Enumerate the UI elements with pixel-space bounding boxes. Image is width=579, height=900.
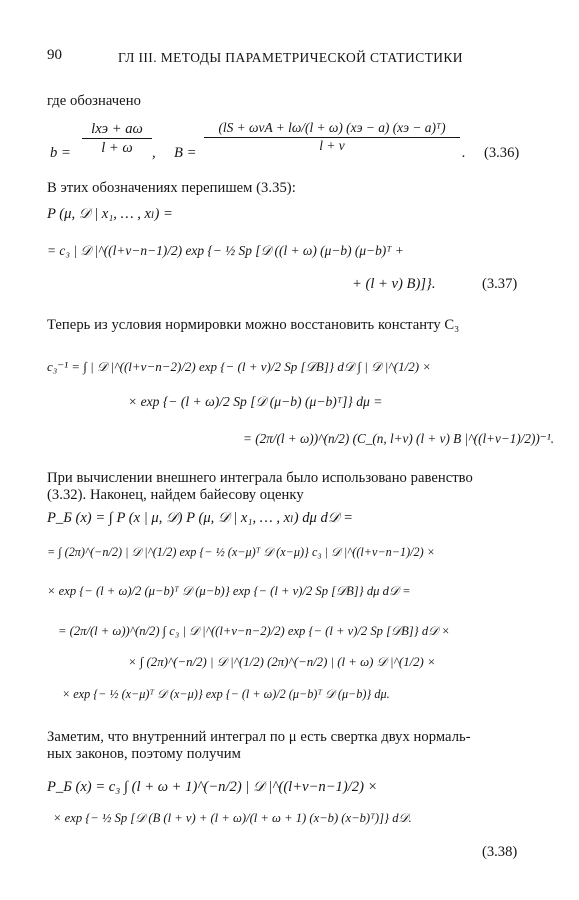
eq-period: . [462, 145, 466, 161]
paragraph-outer-integral-1: При вычислении внешнего интеграла было использовано равенство [47, 470, 473, 486]
fraction-bar [82, 138, 152, 139]
paragraph-inner-integral-2: ных законов, поэтому получим [47, 746, 241, 762]
running-title: ГЛ III. МЕТОДЫ ПАРАМЕТРИЧЕСКОЙ СТАТИСТИКИ [118, 50, 463, 65]
eq-B-denominator: l + ν [319, 137, 345, 153]
eq-bayes-line-6: × exp {− ½ (x−μ)ᵀ 𝒟 (x−μ)} exp {− (l + ω)/2 (μ−b)ᵀ 𝒟 (μ−b)} dμ. [62, 687, 390, 701]
eq-c3-line-1: c₃⁻¹ = ∫ | 𝒟 |^((l+ν−n−2)/2) exp {− (l + ν)/2 Sp [𝒟B]} d𝒟 ∫ | 𝒟 |^(1/2) × [47, 359, 432, 374]
eq-3-37-line-1: P (μ, 𝒟 | x₁, … , xₗ) = [47, 206, 173, 222]
eq-B-lhs: B = [174, 145, 197, 161]
eq-bayes-line-2: = ∫ (2π)^(−n/2) | 𝒟 |^(1/2) exp {− ½ (x−μ)ᵀ 𝒟 (x−μ)} c₃ | 𝒟 |^((l+ν−n−1)/2) × [47, 545, 435, 559]
eq-3-38-line-1: P_Б (x) = c₃ ∫ (l + ω + 1)^(−n/2) | 𝒟 |^((l+ν−n−1)/2) × [47, 779, 378, 795]
eq-b-denominator: l + ω [101, 140, 133, 157]
eq-3-37-line-2: = c₃ | 𝒟 |^((l+ν−n−1)/2) exp {− ½ Sp [𝒟 ((l + ω) (μ−b) (μ−b)ᵀ + [47, 243, 404, 258]
eq-bayes-line-5: × ∫ (2π)^(−n/2) | 𝒟 |^(1/2) (2π)^(−n/2) | (l + ω) 𝒟 |^(1/2) × [128, 655, 436, 669]
eq-b-numerator: lxэ + aω [91, 121, 143, 137]
eq-bayes-line-3: × exp {− (l + ω)/2 (μ−b)ᵀ 𝒟 (μ−b)} exp {− (l + ν)/2 Sp [𝒟B]} dμ d𝒟 = [47, 584, 411, 598]
eq-B-fraction [204, 121, 460, 153]
eq-3-37-line-3: + (l + ν) B)]}. [352, 276, 436, 292]
eq-b-lhs: b = [50, 145, 71, 161]
paragraph-outer-integral-2: (3.32). Наконец, найдем байесову оценку [47, 487, 304, 503]
eq-c3-line-2: × exp {− (l + ω)/2 Sp [𝒟 (μ−b) (μ−b)ᵀ]} dμ = [128, 394, 383, 409]
eq-comma: , [152, 145, 156, 161]
eq-3-38-line-2: × exp {− ½ Sp [𝒟 (B (l + ν) + (l + ω)/(l + ω + 1) (x−b) (x−b)ᵀ)]} d𝒟. [53, 811, 412, 825]
eq-b-fraction [82, 121, 152, 156]
paragraph-notation: где обозначено [47, 93, 141, 109]
equation-number-3-38: (3.38) [482, 844, 518, 860]
eq-B-numerator: (lS + ωνA + lω/(l + ω) (xэ − a) (xэ − a)ᵀ) [218, 120, 446, 135]
page-number: 90 [47, 47, 62, 63]
equation-number-3-37: (3.37) [482, 276, 518, 292]
eq-bayes-line-4: = (2π/(l + ω))^(n/2) ∫ c₃ | 𝒟 |^((l+ν−n−2)/2) exp {− (l + ν)/2 Sp [𝒟B]} d𝒟 × [58, 624, 450, 638]
equation-number-3-36: (3.36) [484, 145, 520, 161]
paragraph-inner-integral-1: Заметим, что внутренний интеграл по μ есть свертка двух нормаль- [47, 729, 471, 745]
eq-bayes-line-1: P_Б (x) = ∫ P (x | μ, 𝒟) P (μ, 𝒟 | x₁, … , xₗ) dμ d𝒟 = [47, 510, 353, 526]
paragraph-rewrite: В этих обозначениях перепишем (3.35): [47, 180, 296, 196]
paragraph-normalization: Теперь из условия нормировки можно восстановить константу C₃ [47, 317, 460, 333]
eq-c3-line-3: = (2π/(l + ω))^(n/2) (C_(n, l+ν) (l + ν) B |^((l+ν−1)/2))⁻¹. [243, 431, 555, 446]
